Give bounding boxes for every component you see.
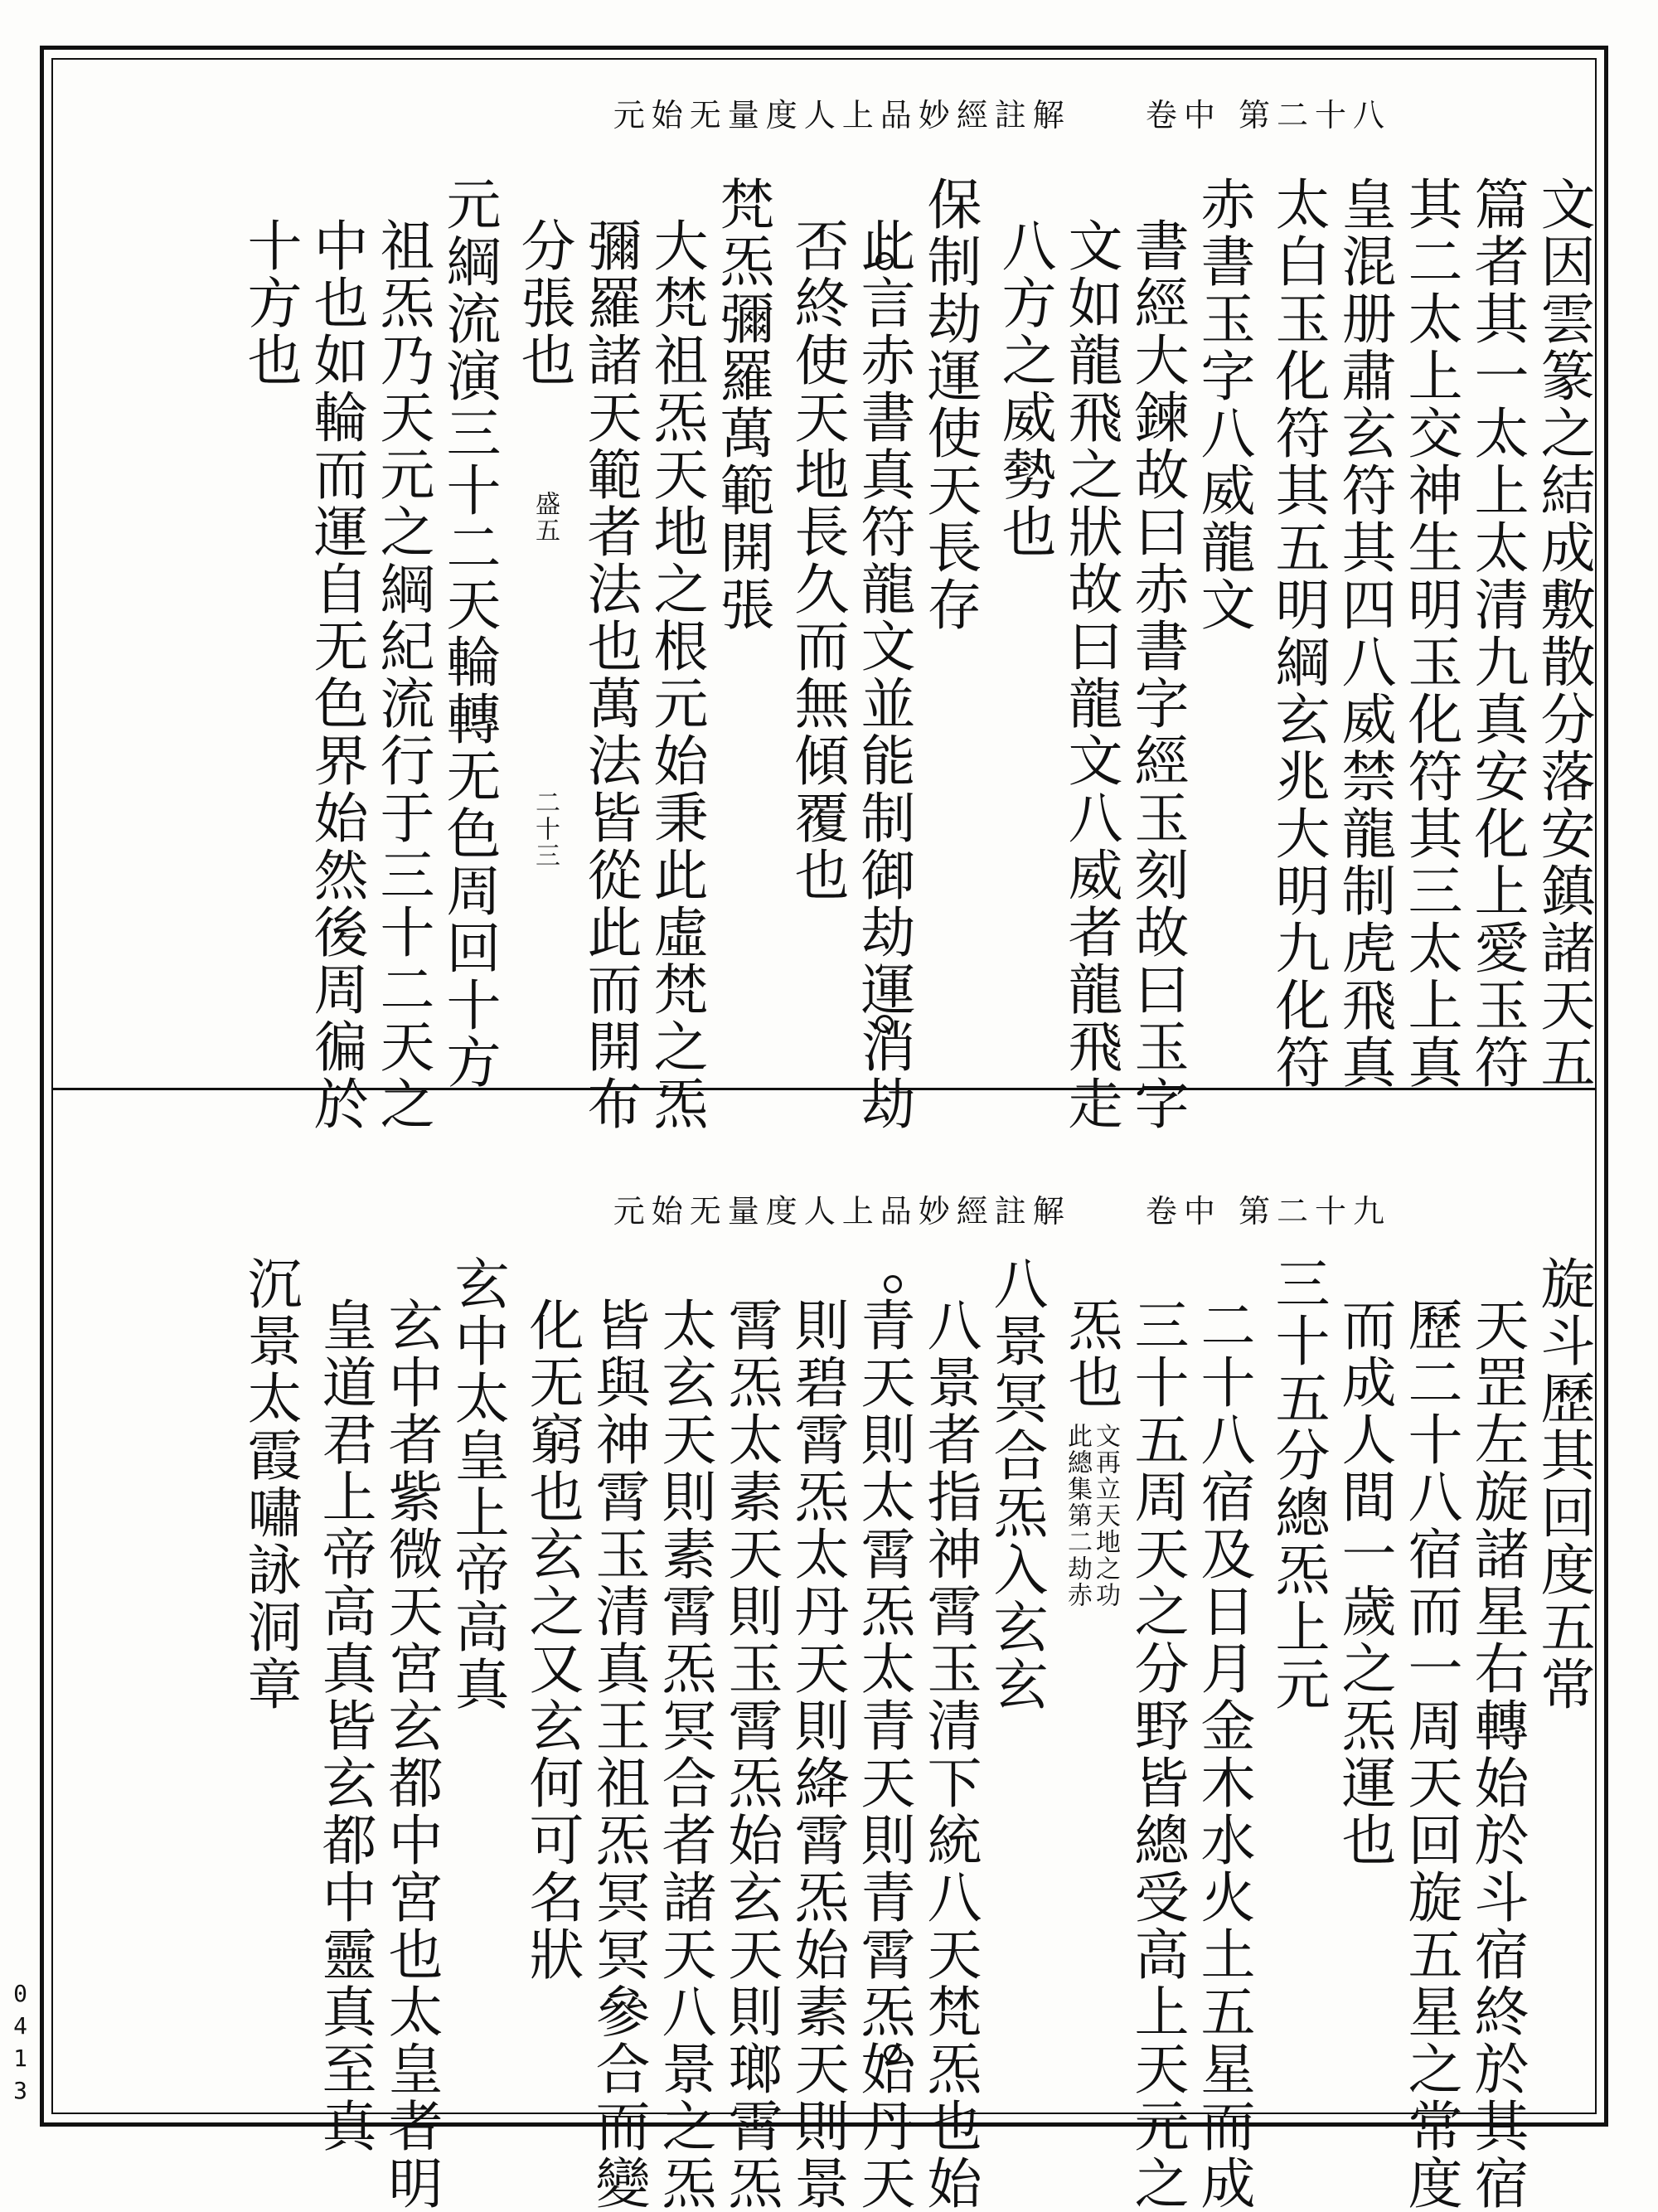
text-column: 太白玉化符其五明綱玄兆大明九化符 [1266,176,1330,1091]
top-page [53,60,1595,1133]
text-column: 沉景太霞嘯詠洞章 [238,1255,302,1713]
text-column: 彌羅諸天範者法也萬法皆從此而開布 [578,217,642,1133]
circle-marker [875,252,894,270]
margin-note: 盛五 [531,491,560,544]
text-column: 三十五周天之分野皆總受高上天元之 [1125,1297,1189,2212]
bottom-header-volume: 卷中 [1145,1193,1222,1230]
text-column: 元綱流演三十二天輪轉无色周回十方 [437,176,501,1091]
text-column: 皇混册肅玄符其四八威禁龍制虎飛真 [1332,176,1396,1091]
text-column: 中也如輪而運自无色界始然後周徧於 [304,217,368,1133]
text-column: 玄中太皇上帝高真 [445,1255,509,1713]
text-column: 炁也 [1059,1297,1122,1411]
circle-marker [884,2045,902,2063]
circle-marker [884,1275,902,1293]
text-column: 太玄天則素霄炁冥合者諸天八景之炁 [652,1297,716,2212]
text-column: 十方也 [238,217,302,389]
bottom-header-page: 第二十九 [1238,1193,1391,1230]
text-column: 否終使天地長久而無傾覆也 [785,217,849,904]
text-column: 篇者其一太上太清九真安化上愛玉符 [1465,176,1529,1091]
text-column: 歷二十八宿而一周天回旋五星之常度 [1399,1297,1462,2212]
bottom-page [53,1091,1595,2212]
circle-marker [875,1015,894,1033]
text-column: 其二太上交神生明玉化符其三太上真 [1399,176,1462,1091]
text-column: 玄中者紫微天宮玄都中宮也太皇者明 [379,1297,443,2212]
margin-note: 文再立天地之功 [1091,1423,1120,1608]
text-column: 保制劫運使天長存 [918,176,982,633]
margin-note: 此總集第二劫赤 [1063,1423,1092,1608]
text-column: 八景冥合炁入玄玄 [984,1255,1048,1713]
top-header-volume: 卷中 [1145,97,1222,133]
text-column: 旋斗歷其回度五常 [1531,1255,1595,1713]
text-column: 赤書玉字八威龍文 [1191,176,1255,633]
text-column: 則碧霄炁太丹天則絳霄炁始素天則景 [785,1297,849,2212]
text-column: 文因雲篆之結成敷散分落安鎮諸天五 [1531,176,1595,1091]
bottom-header-title: 元始无量度人上品妙經註解 [613,1193,1071,1230]
top-running-head [613,90,1391,135]
text-column: 二十八宿及日月金木水火土五星而成 [1191,1297,1255,2212]
text-column: 祖炁乃天元之綱紀流行于三十二天之 [371,217,434,1133]
text-column: 三十五分總炁上元 [1266,1255,1330,1713]
text-column: 霄炁太素天則玉霄炁始玄天則瑯霄炁 [719,1297,783,2212]
text-column: 皆與神霄玉清真王祖炁冥冥參合而變 [586,1297,650,2212]
text-column: 大梵祖炁天地之根元始秉此虛梵之炁 [644,217,708,1133]
text-column: 八方之威勢也 [992,217,1056,560]
top-header-title: 元始无量度人上品妙經註解 [613,97,1071,133]
bottom-running-head [613,1186,1391,1231]
text-column: 分張也 [511,217,575,389]
text-column: 八景者指神霄玉清下統八天梵炁也始 [918,1297,982,2212]
text-column: 化无窮也玄之又玄何可名狀 [520,1297,584,1983]
text-column: 梵炁彌羅萬範開張 [710,176,774,633]
text-column: 天罡左旋諸星右轉始於斗宿終於其宿 [1465,1297,1529,2212]
text-column: 青天則太霄炁太青天則青霄炁始丹天 [851,1297,915,2212]
page-number: 0413 [7,1980,34,2109]
top-header-page: 第二十八 [1238,97,1391,133]
margin-note: 二十三 [531,789,560,869]
text-column: 書經大鍊故曰赤書字經玉刻故曰玉字 [1125,217,1189,1133]
text-column: 文如龍飛之狀故曰龍文八威者龍飛走 [1059,217,1122,1133]
text-column: 此言赤書真符龍文並能制御劫運消劫 [851,217,915,1133]
text-column: 皇道君上帝高真皆玄都中靈真至真 [313,1297,376,2155]
text-column: 而成人間一歲之炁運也 [1332,1297,1396,1869]
